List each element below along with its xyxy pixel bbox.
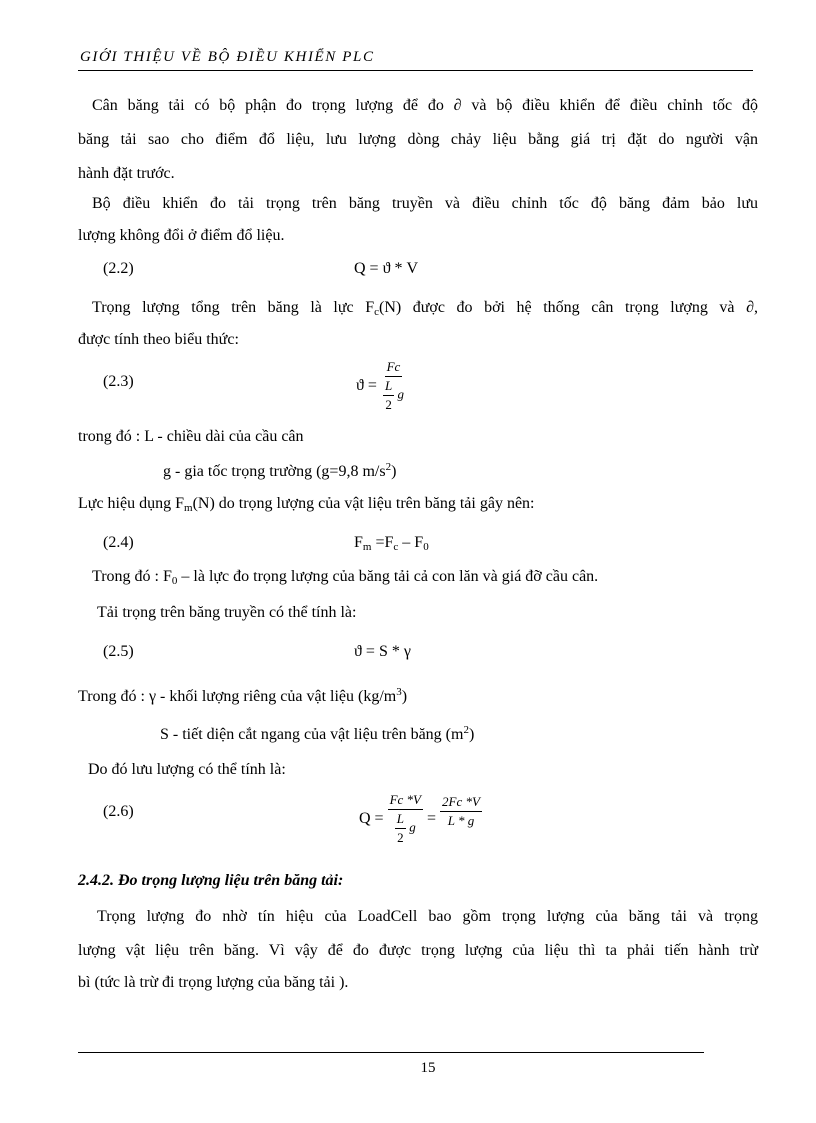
para3-text-a: Trọng lượng tổng trên băng là lực F (92, 299, 375, 316)
eq-2-6-f1-numerator: Fc *V (388, 791, 423, 810)
eq-2-6-fraction-2 (440, 793, 482, 830)
where2-text-b: ) (391, 463, 397, 480)
header-rule (78, 70, 753, 71)
eq-2-6-f1-denominator (393, 810, 418, 847)
eq-2-6-f1-inner-num: L (395, 810, 406, 829)
where2-sup: 2 (385, 461, 392, 473)
eq-2-5: ϑ = S * γ (354, 643, 411, 660)
para10-line1: Trọng lượng đo nhờ tín hiệu của LoadCell bao gồm trọng lượng của băng tải và trọng (97, 908, 758, 925)
para5 (92, 568, 598, 587)
eq-2-6-f1-inner-den: 2 (397, 830, 404, 845)
para9: Do đó lưu lượng có thể tính là: (88, 761, 286, 778)
eq-2-3-label: (2.3) (103, 373, 134, 390)
eq-2-5-label: (2.5) (103, 643, 134, 660)
where-line2 (163, 461, 396, 481)
para6: Tải trọng trên băng truyền có thể tính là: (97, 604, 357, 621)
para3-text-b: (N) được đo bởi hệ thống cân trọng lượng và ∂, (378, 299, 758, 316)
eq-2-4-sub-c: c (393, 541, 399, 553)
eq-2-4-c: – F (398, 534, 424, 551)
para5-text-b: – là lực đo trọng lượng của băng tải cả con lăn và giá đỡ cầu cân. (177, 568, 599, 585)
eq-2-2-label: (2.2) (103, 260, 134, 277)
para1-line1: Cân băng tải có bộ phận đo trọng lượng để đo ∂ và bộ điều khiển để điều chỉnh tốc độ (92, 97, 758, 114)
para10-line3: bì (tức là trừ đi trọng lượng của băng tải ). (78, 974, 349, 991)
eq-2-6 (359, 791, 482, 847)
where-line1: trong đó : L - chiều dài của cầu cân (78, 428, 304, 445)
para4-text-a: Lực hiệu dụng F (78, 495, 184, 512)
footer-rule (78, 1052, 704, 1053)
para8-text-b: ) (468, 726, 475, 743)
eq-2-3 (356, 358, 406, 414)
para5-text-a: Trong đó : F (92, 568, 172, 585)
para7-text-b: ) (401, 688, 408, 705)
para2-line2: lượng không đổi ở điểm đổ liệu. (78, 227, 285, 244)
para7 (78, 686, 407, 706)
eq-2-6-f1-g: g (409, 819, 416, 835)
eq-2-6-equals: = (426, 810, 437, 827)
para7-text-a: Trong đó : γ - khối lượng riêng của vật liệu (kg/m (78, 688, 397, 705)
eq-2-2: Q = ϑ * V (354, 260, 419, 277)
eq-2-4 (354, 534, 429, 553)
eq-2-3-inner-den: 2 (385, 397, 392, 412)
page-number: 15 (420, 1060, 436, 1076)
running-header: GIỚI THIỆU VỀ BỘ ĐIỀU KHIỂN PLC (80, 49, 375, 65)
para7-sup: 3 (396, 686, 402, 698)
para4-text-b: (N) do trọng lượng của vật liệu trên băng tải gây nên: (192, 495, 535, 512)
para5-sub: 0 (171, 575, 178, 587)
eq-2-3-lhs: ϑ = (356, 377, 377, 394)
eq-2-4-label: (2.4) (103, 534, 134, 551)
para8-sup: 2 (463, 724, 469, 736)
eq-2-3-g: g (397, 386, 404, 402)
eq-2-3-denominator (381, 377, 406, 414)
para1-line2: băng tải sao cho điểm đổ liệu, lưu lượng dòng chảy liệu bằng giá trị đặt do người vận (78, 131, 758, 148)
eq-2-6-fraction-1 (388, 791, 423, 847)
where2-text-a: g - gia tốc trọng trường (g=9,8 m/s (163, 463, 386, 480)
eq-2-6-label: (2.6) (103, 803, 134, 820)
para2-line1: Bộ điều khiển đo tải trọng trên băng truyền và điều chỉnh tốc độ băng đảm bảo lưu (92, 195, 758, 212)
eq-2-4-sub-0: 0 (423, 541, 429, 553)
eq-2-3-numerator: Fc (385, 358, 403, 377)
para3-line2: được tính theo biểu thức: (78, 331, 239, 348)
section-heading: 2.4.2. Đo trọng lượng liệu trên băng tải: (78, 872, 344, 889)
para4-sub: m (184, 502, 193, 514)
eq-2-4-a: F (354, 534, 363, 551)
eq-2-3-inner-fraction (383, 377, 394, 414)
para8 (160, 724, 474, 744)
para10-line2: lượng vật liệu trên băng. Vì vậy để đo được trọng lượng của liệu thì ta phải tiến hành trừ (78, 942, 758, 959)
eq-2-6-lhs: Q = (359, 810, 384, 827)
eq-2-6-f2-numerator: 2Fc *V (440, 793, 482, 812)
eq-2-3-fraction (381, 358, 406, 414)
para3-sub: c (374, 306, 379, 318)
para4 (78, 495, 534, 514)
eq-2-6-f2-denominator: L * g (447, 813, 475, 828)
eq-2-6-f1-inner-fraction (395, 810, 406, 847)
eq-2-4-sub-m: m (362, 541, 372, 553)
eq-2-3-inner-num: L (383, 377, 394, 396)
para1-line3: hành đặt trước. (78, 165, 175, 182)
eq-2-4-b: =F (371, 534, 394, 551)
para8-text-a: S - tiết diện cắt ngang của vật liệu trên băng (m (160, 726, 464, 743)
